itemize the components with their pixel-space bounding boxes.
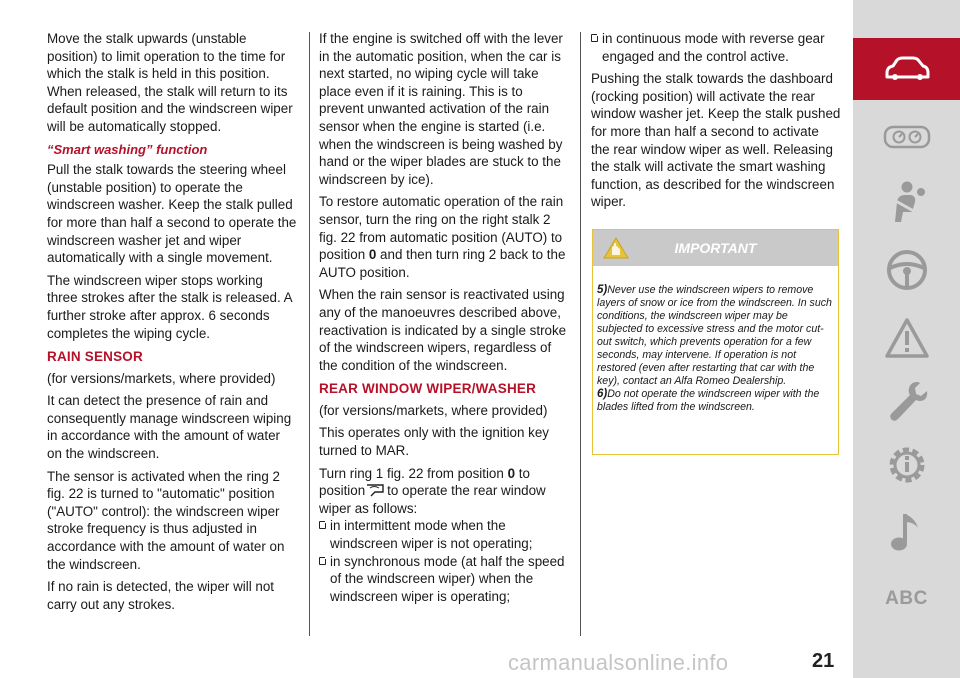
paragraph: The sensor is activated when the ring 2 fig. 22 is turned to "automatic" position ("AUTO" control): the windscreen wiper stroke frequency is thus adjusted in accordance with the amount of water on the windscreen.	[47, 468, 285, 572]
paragraph: If no rain is detected, the wiper will not carry out any strokes.	[47, 579, 275, 612]
paragraph: (for versions/markets, where provided)	[319, 402, 548, 418]
note-text: Never use the windscreen wipers to remove layers of snow or ice from the windscreen. In such conditions, the windscreen wiper may be subjected to excessive stress and the motor cut-out switch, which prevents operation for a few seconds, may intervene. If operation is not restored (even after restarting that car with the key), contact an Alfa Romeo Dealership.	[597, 284, 832, 387]
rain-sensor-heading: RAIN SENSOR	[47, 349, 143, 365]
important-header	[593, 230, 838, 266]
text-run: and then turn ring 2 back to the AUTO position.	[319, 247, 566, 280]
note-text: Do not operate the windscreen wiper with the blades lifted from the windscreen.	[597, 388, 820, 413]
note-number: 5)	[597, 284, 608, 296]
text-run: to operate the rear window wiper as follows:	[319, 483, 546, 516]
checkbox-bullet-icon	[319, 557, 326, 565]
paragraph: When the rain sensor is reactivated using any of the manoeuvres described above, reactivation is indicated by a single stroke of the windscreen wipers, regardless of the condition of the windscreen.	[319, 287, 567, 373]
note-5	[597, 284, 833, 388]
list-item-text: in synchronous mode (at half the speed of the windscreen wiper) when the windscreen wiper is operating;	[330, 553, 565, 604]
seat-belt-passenger-icon	[885, 180, 929, 226]
checkbox-bullet-icon	[319, 521, 326, 529]
sidebar-item-maintenance[interactable]	[853, 374, 960, 428]
checkbox-bullet-icon	[591, 34, 598, 42]
sidebar-item-multimedia[interactable]	[853, 506, 960, 558]
chapter-sidebar	[853, 0, 960, 678]
music-note-icon	[887, 510, 927, 554]
paragraph: If the engine is switched off with the lever in the automatic position, when the car is next started, no wiping cycle will take place even if it is raining. This is to prevent unwanted activation of the rain sensor when the engine is started (i.e. when the windscreen is being washed by hand or the wiper blades are stuck to the windscreen by ice).	[319, 31, 563, 187]
list-item	[319, 553, 571, 606]
important-box	[592, 229, 839, 455]
sidebar-item-emergency[interactable]	[853, 312, 960, 364]
sidebar-item-technical-data[interactable]	[853, 437, 960, 493]
gear-info-icon	[884, 442, 930, 488]
text-run: position	[319, 483, 366, 499]
note-number: 6)	[597, 388, 608, 400]
page-number: 21	[812, 650, 835, 672]
warning-triangle-icon	[884, 317, 930, 359]
note-6	[597, 388, 833, 414]
car-icon	[883, 55, 931, 83]
paragraph	[319, 193, 571, 281]
paragraph: Move the stalk upwards (unstable position) to limit operation to the time for which the stalk is held in this position. When released, the stalk will return to its default position and the windscreen wiper will be automatically stopped.	[47, 31, 293, 134]
smart-washing-heading: “Smart washing” function	[47, 141, 208, 157]
column-left	[47, 30, 297, 618]
paragraph: It can detect the presence of rain and consequently manage windscreen wiping in accordance with the amount of water on the windscreen.	[47, 393, 292, 462]
instrument-gauges-icon	[883, 124, 931, 150]
important-body	[593, 266, 838, 414]
sidebar-item-car[interactable]	[853, 38, 960, 100]
text-run: to	[515, 465, 530, 481]
paragraph: Pushing the stalk towards the dashboard (rocking position) will activate the rear window washer jet. Keep the stalk pushed for more than half a second to activate the rear window wiper as well. Releasing the stalk will activate the smart washing function, as described for the windscreen wiper.	[591, 71, 841, 210]
list-item-text: in continuous mode with reverse gear engaged and the control active.	[602, 31, 825, 64]
text-run: To restore automatic operation of the rain sensor, turn the ring on the right stalk 2 fig. 22 from automatic position (AUTO) to position	[319, 194, 564, 263]
column-divider	[309, 32, 310, 636]
paragraph	[319, 465, 571, 518]
list-item	[319, 517, 571, 552]
column-divider	[580, 32, 581, 636]
paragraph: Pull the stalk towards the steering wheel (unstable position) to operate the windscreen washer. Keep the stalk pulled for more than half a second to operate the windscreen washer jet and wiper automatically with a single movement.	[47, 162, 297, 266]
list-item	[591, 30, 841, 65]
sidebar-item-instruments[interactable]	[853, 115, 960, 159]
important-title: IMPORTANT	[674, 240, 757, 256]
watermark: carmanualsonline.info	[508, 650, 729, 675]
position-zero: 0	[368, 247, 377, 263]
text-run: Turn ring 1 fig. 22 from position	[319, 465, 508, 481]
steering-wheel-icon	[885, 248, 929, 292]
sidebar-item-driving[interactable]	[853, 244, 960, 296]
paragraph: The windscreen wiper stops working three strokes after the stalk is released. A further stroke after approx. 6 seconds completes the wiping cycle.	[47, 272, 292, 341]
paragraph: (for versions/markets, where provided)	[47, 370, 276, 386]
sidebar-item-safety[interactable]	[853, 176, 960, 230]
rear-wiper-heading: REAR WINDOW WIPER/WASHER	[319, 381, 537, 397]
list-item-text: in intermittent mode when the windscreen wiper is not operating;	[330, 518, 533, 552]
wrench-icon	[885, 378, 929, 424]
abc-index-icon: ABC	[885, 588, 928, 609]
rear-wiper-icon	[365, 483, 387, 497]
paragraph: This operates only with the ignition key turned to MAR.	[319, 425, 549, 459]
column-right	[591, 30, 841, 216]
column-middle	[319, 30, 571, 605]
sidebar-item-index[interactable]	[853, 582, 960, 616]
position-zero: 0	[507, 465, 516, 481]
